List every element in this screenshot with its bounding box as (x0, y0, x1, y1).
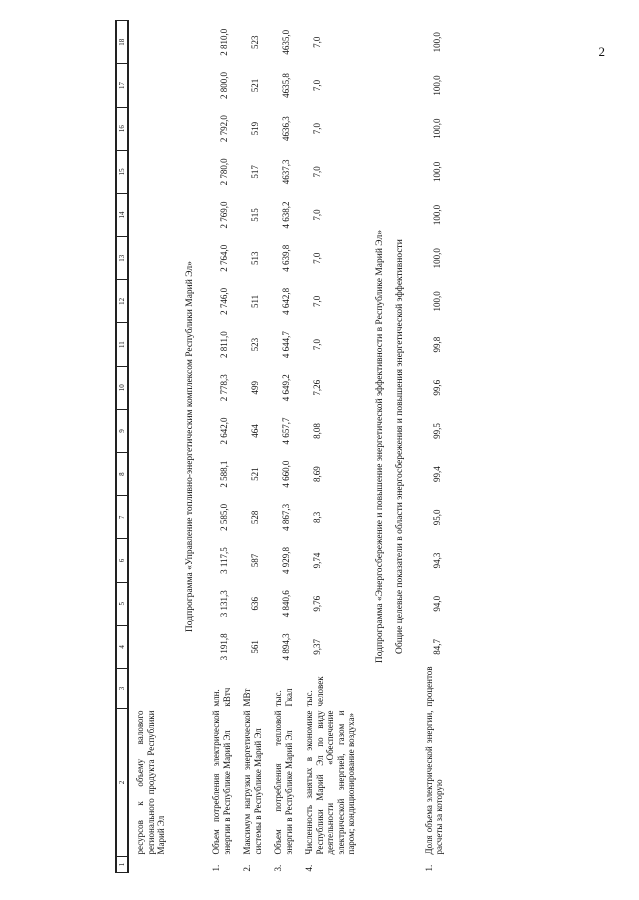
value-cell: 94,3 (431, 552, 442, 569)
row-number: 1. (211, 864, 221, 872)
col-number: 18 (116, 21, 128, 64)
col-number: 7 (116, 496, 128, 539)
value-cell: 7,0 (312, 252, 322, 264)
subprogram-1-title: Подпрограмма «Управление топливно-энергетическим комплексом Республики Марий Эл» (184, 261, 195, 633)
indicator-name: Объем потребления электрической энергии в Республике Марий Эл (211, 710, 232, 855)
col-number: 12 (116, 280, 128, 323)
value-cell: 587 (250, 553, 260, 568)
value-cell: 8,08 (312, 423, 322, 439)
unit-cell: МВт (242, 688, 252, 707)
table-row (418, 21, 449, 873)
col-number: 16 (116, 107, 128, 150)
value-cell: 3 117,5 (219, 547, 229, 574)
unit-cell: процентов (423, 666, 434, 707)
value-cell: 100,0 (431, 161, 442, 182)
value-cell: 2 585,0 (219, 503, 229, 531)
value-cell: 4 638,2 (281, 201, 291, 229)
value-cell: 4 644,7 (281, 331, 291, 359)
indicator-name: Объем потребления тепловой энергии в Республике Марий Эл (273, 710, 294, 855)
unit-cell: тыс. Гкал (273, 688, 294, 707)
subprogram-1-rows (205, 21, 361, 873)
col-number: 5 (116, 582, 128, 625)
value-cell: 99,8 (431, 336, 442, 353)
value-cell: 8,3 (312, 511, 322, 523)
value-cell: 4636,3 (281, 116, 291, 142)
value-cell: 2 588,1 (219, 460, 229, 488)
value-cell: 94,0 (431, 595, 442, 612)
value-cell: 8,69 (312, 466, 322, 483)
value-cell: 4 894,3 (281, 633, 291, 661)
value-cell: 4 840,6 (281, 590, 291, 618)
col-number: 10 (116, 366, 128, 409)
subprogram-2-title: Подпрограмма «Энергосбережение и повышение энергетической эффективности в Республике Марий Эл» (374, 230, 385, 664)
value-cell: 3 131,3 (219, 590, 229, 618)
value-cell: 513 (250, 251, 260, 265)
value-cell: 7,0 (312, 295, 322, 308)
value-cell: 4637,3 (281, 159, 291, 185)
value-cell: 4 867,3 (281, 503, 291, 531)
col-number: 4 (116, 625, 128, 668)
value-cell: 2 642,0 (219, 417, 229, 445)
row-number: 4. (304, 864, 314, 872)
value-cell: 7,26 (312, 379, 322, 396)
value-cell: 9,74 (312, 552, 322, 569)
value-cell: 521 (250, 78, 260, 93)
subprogram-heading-row (361, 21, 396, 873)
col-number: 6 (116, 539, 128, 582)
subprogram-2-subtitle: Общие целевые показатели в области энергосбережения и повышения энергетической эффективности (395, 239, 405, 654)
value-cell: 2 764,0 (219, 244, 229, 272)
value-cell: 7,0 (312, 123, 322, 135)
value-cell: 4635,8 (281, 73, 291, 98)
value-cell: 2 780,0 (219, 158, 229, 186)
unit-cell: тыс. человек (304, 676, 325, 707)
col-number: 15 (116, 150, 128, 193)
col-number: 3 (116, 669, 128, 709)
value-cell: 3 191,8 (219, 633, 229, 661)
value-cell: 7,0 (312, 338, 322, 351)
value-cell: 511 (250, 294, 260, 308)
table-row (298, 21, 361, 873)
indicator-name: Максимум нагрузки энергетической системы в Республике Марий Эл (242, 710, 263, 855)
value-cell: 523 (250, 35, 260, 50)
value-cell: 4635,0 (281, 29, 291, 55)
value-cell: 2 778,3 (219, 374, 229, 402)
value-cell: 2 746,0 (219, 287, 229, 315)
table-row (205, 21, 236, 873)
page-number: 2 (598, 44, 605, 59)
value-cell: 2 810,0 (219, 28, 229, 56)
value-cell: 515 (250, 208, 260, 222)
subprogram-subheading-row (395, 21, 418, 873)
value-cell: 100,0 (431, 75, 442, 96)
value-cell: 4 649,2 (281, 374, 291, 402)
value-cell: 100,0 (431, 248, 442, 269)
value-cell: 7,0 (312, 209, 322, 221)
value-cell: 521 (250, 467, 260, 481)
value-cell: 99,6 (431, 379, 442, 396)
row-number: 1. (423, 864, 434, 872)
column-number-row (116, 21, 128, 873)
col-number: 14 (116, 193, 128, 236)
carry-over-row (128, 21, 171, 873)
col-number: 2 (116, 709, 128, 857)
value-cell: 523 (250, 337, 260, 352)
value-cell: 84,7 (431, 639, 442, 655)
col-number: 11 (116, 323, 128, 366)
value-cell: 7,0 (312, 166, 322, 178)
value-cell: 4 657,7 (281, 417, 291, 445)
rotated-table-sheet (115, 23, 639, 873)
value-cell: 2 792,0 (219, 115, 229, 143)
table-row (236, 21, 267, 873)
value-cell: 100,0 (431, 204, 442, 226)
subprogram-2-rows (418, 21, 449, 873)
value-cell: 528 (250, 510, 260, 525)
value-cell: 7,0 (312, 36, 322, 48)
col-number: 1 (116, 857, 128, 873)
col-number: 13 (116, 237, 128, 280)
subprogram-heading-row (171, 21, 206, 873)
value-cell: 2 769,0 (219, 201, 229, 229)
value-cell: 499 (250, 381, 260, 395)
value-cell: 517 (250, 165, 260, 179)
value-cell: 99,5 (431, 423, 442, 439)
row-number: 2. (242, 864, 252, 872)
unit-cell: млн. кВтч (211, 687, 232, 707)
value-cell: 95,0 (431, 509, 442, 526)
value-cell: 464 (250, 424, 260, 438)
col-number: 9 (116, 409, 128, 452)
indicator-name: Численность занятых в экономике Республики Марий Эл по виду деятельности «Обеспечение электрической энергией, газом и паром; кондиционирование воздуха» (304, 710, 356, 855)
value-cell: 100,0 (431, 291, 442, 312)
value-cell: 9,37 (312, 639, 322, 655)
value-cell: 4 639,8 (281, 244, 291, 272)
value-cell: 100,0 (431, 32, 442, 53)
value-cell: 519 (250, 121, 260, 136)
value-cell: 4 660,0 (281, 460, 291, 488)
indicator-name: ресурсов к объему валового регионального продукта Республики Марий Эл (135, 710, 166, 855)
row-number: 3. (273, 864, 283, 872)
col-number: 17 (116, 64, 128, 107)
value-cell: 4 929,8 (281, 547, 291, 575)
value-cell: 99,4 (431, 466, 442, 483)
value-cell: 9,76 (312, 595, 322, 612)
value-cell: 636 (250, 596, 260, 611)
value-cell: 2 811,0 (219, 331, 229, 358)
value-cell: 2 800,0 (219, 71, 229, 99)
col-number: 8 (116, 453, 128, 496)
table-row (267, 21, 298, 873)
indicators-table (115, 20, 449, 873)
value-cell: 7,0 (312, 79, 322, 92)
value-cell: 100,0 (431, 118, 442, 139)
indicator-name: Доля объема электрической энергии, расчеты за которую (423, 710, 444, 855)
value-cell: 561 (250, 640, 260, 654)
value-cell: 4 642,8 (281, 287, 291, 315)
